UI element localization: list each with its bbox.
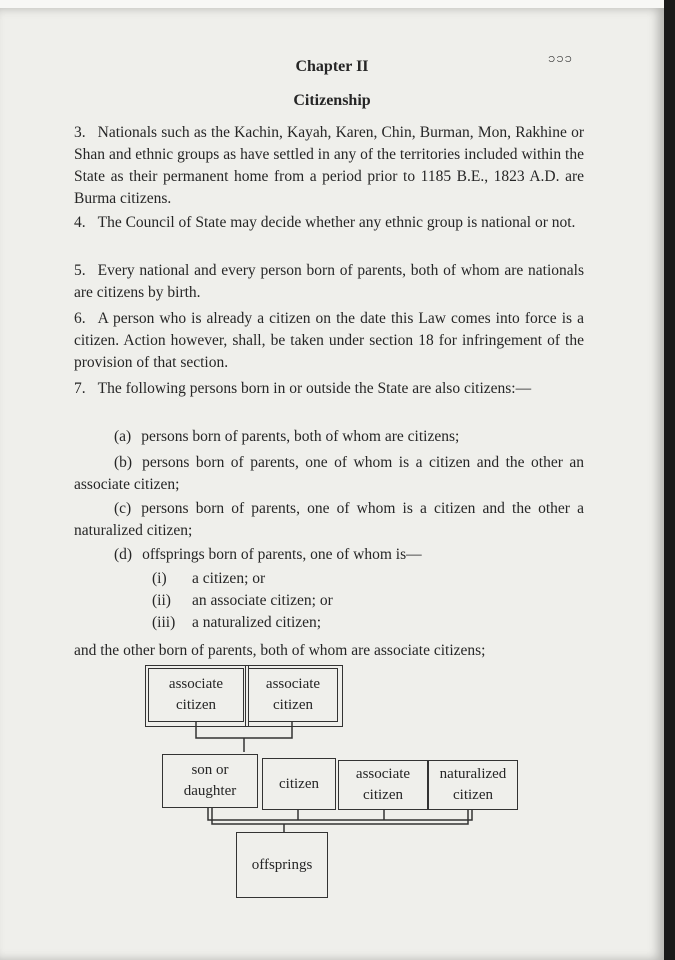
section-5: 5. Every national and every person born of parents, both of whom are nationals are citizens by birth. bbox=[74, 262, 584, 301]
page-top-edge bbox=[0, 0, 675, 8]
closing-line: and the other born of parents, both of whom are associate citizens; bbox=[74, 642, 486, 659]
section-4: 4. The Council of State may decide whether any ethnic group is national or not. bbox=[74, 214, 576, 231]
section-3: 3. Nationals such as the Kachin, Kayah, Karen, Chin, Burman, Mon, Rakhine or Shan and ethnic groups as have settled in any of the territories included within the State as their permanent home from a period prior to 1185 B.E., 1823 A.D. are Burma citizens. bbox=[74, 124, 584, 207]
box-citizen: citizen bbox=[262, 758, 336, 810]
section-6: 6. A person who is already a citizen on the date this Law comes into force is a citizen. Action however, shall, be taken under section 18 for infringement of the provision of that section. bbox=[74, 310, 584, 371]
box-associate-citizen: associate citizen bbox=[338, 760, 428, 810]
box-naturalized-citizen: naturalized citizen bbox=[428, 760, 518, 810]
document-page bbox=[0, 8, 664, 960]
box-parent-associate-2: associate citizen bbox=[248, 668, 338, 722]
section-7: 7. The following persons born in or outside the State are also citizens:— bbox=[74, 380, 532, 397]
clause-c: (c) persons born of parents, one of whom is a citizen and the other a naturalized citizen; bbox=[74, 500, 584, 539]
subitem-iii: (iii) a naturalized citizen; bbox=[152, 614, 322, 631]
clause-d: (d) offsprings born of parents, one of whom is— bbox=[114, 546, 422, 563]
clause-a: (a) persons born of parents, both of whom are citizens; bbox=[114, 428, 460, 445]
diagram-connectors bbox=[0, 8, 664, 960]
chapter-title: Chapter II bbox=[295, 58, 369, 75]
section-heading: Citizenship bbox=[293, 92, 371, 109]
subitem-ii: (ii) an associate citizen; or bbox=[152, 592, 333, 609]
box-son-or-daughter: son or daughter bbox=[162, 754, 258, 808]
page-number: ၁၁၁ bbox=[548, 50, 573, 65]
box-offsprings: offsprings bbox=[236, 832, 328, 898]
page-right-edge bbox=[664, 0, 675, 960]
subitem-i: (i) a citizen; or bbox=[152, 570, 266, 587]
box-parent-associate-1: associate citizen bbox=[148, 668, 244, 722]
clause-b: (b) persons born of parents, one of whom is a citizen and the other an associate citizen; bbox=[74, 454, 584, 493]
